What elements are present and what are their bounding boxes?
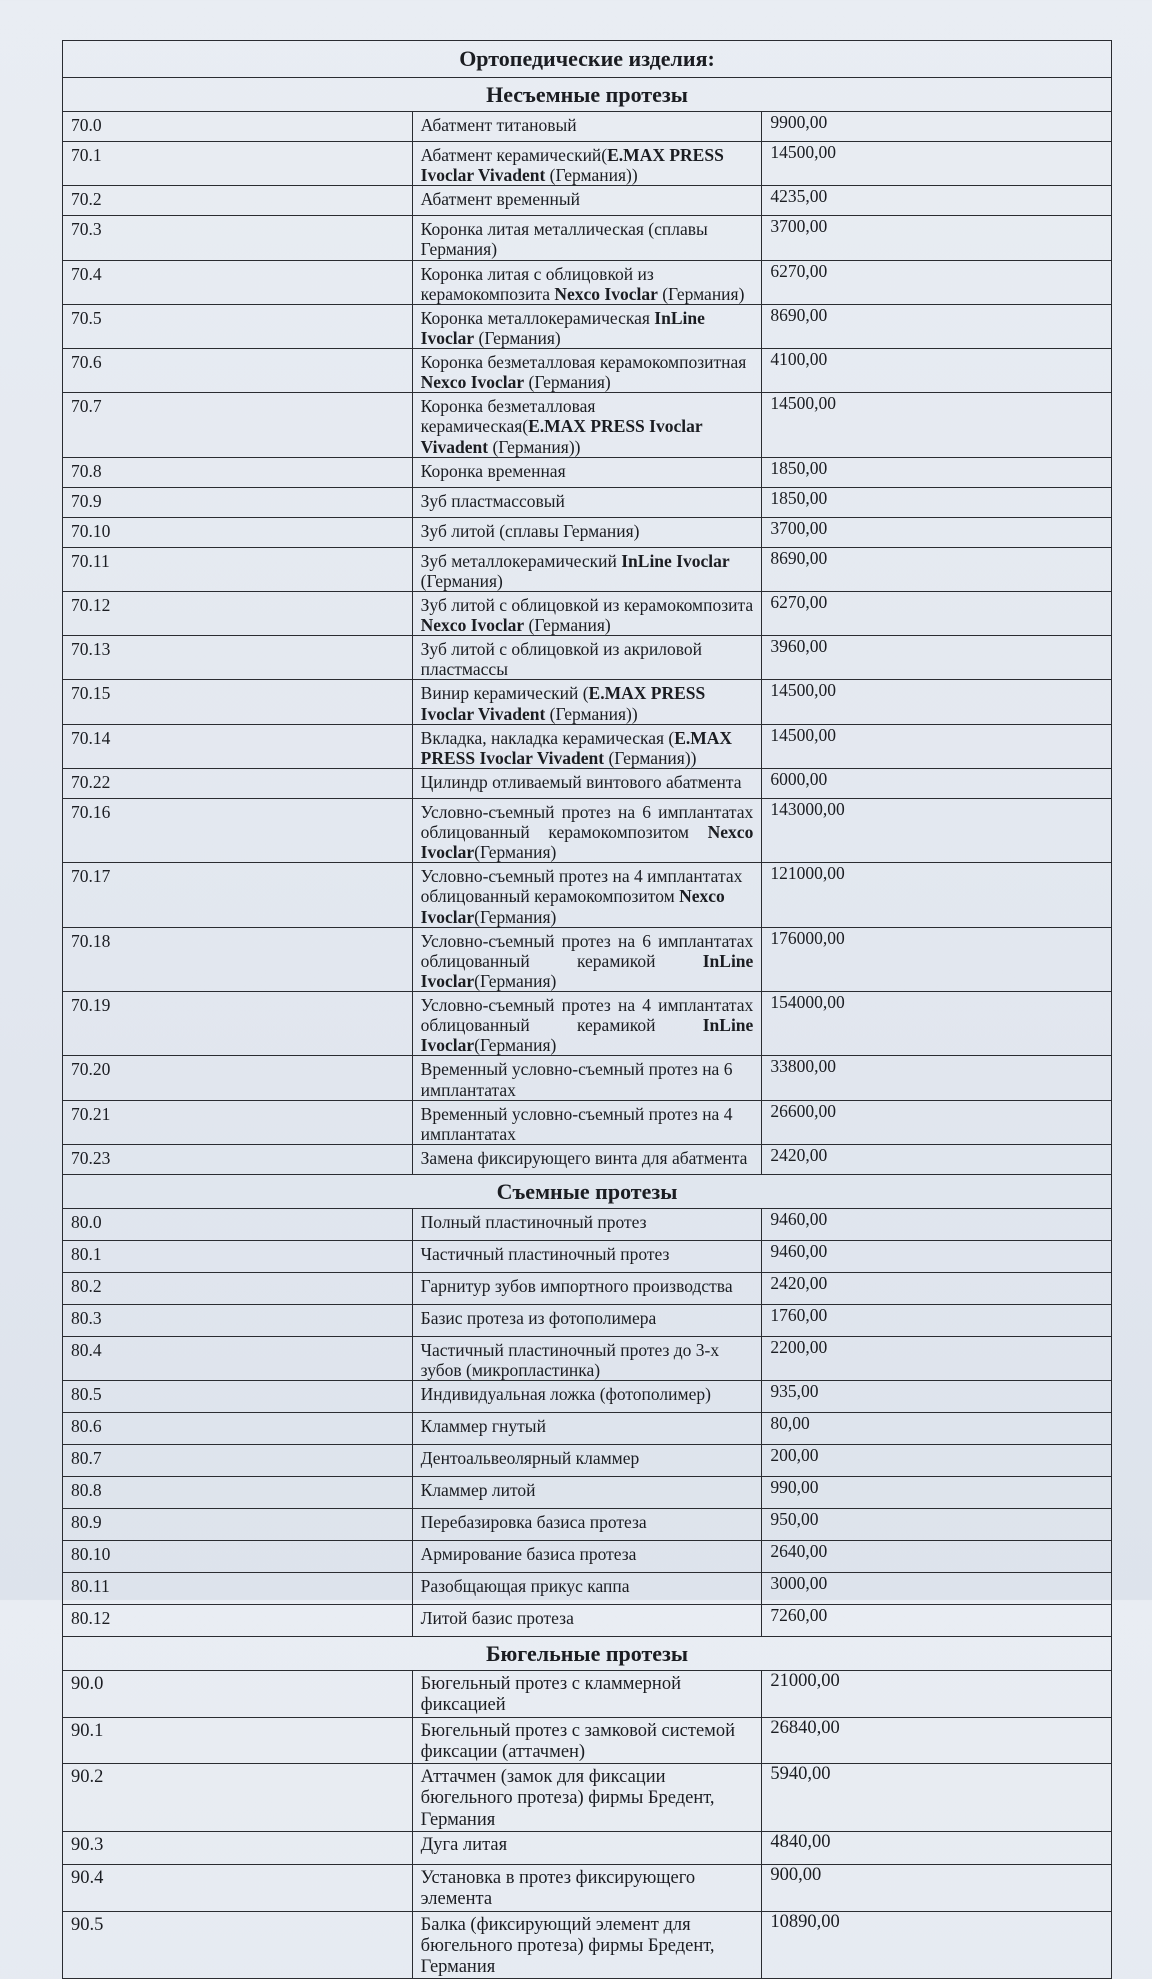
description-text: Коронка безметалловая керамическая( (420, 396, 596, 437)
description-text: Цилиндр отливаемый винтового абатмента (420, 771, 742, 792)
item-description (412, 517, 762, 547)
item-description (412, 1831, 762, 1864)
description-text: Условно-съемный протез на 6 имплантатах облицованный керамикой (420, 930, 754, 971)
brand-name: E.MAX PRESS Ivoclar Vivadent (420, 683, 706, 724)
description-line-2 (421, 842, 754, 862)
item-description (412, 393, 762, 457)
item-description (412, 1717, 762, 1764)
item-price: 14500,00 (762, 393, 1112, 457)
section-fixed-prostheses (63, 78, 1112, 1175)
item-price: 950,00 (762, 1509, 1112, 1541)
table-row (63, 1717, 1112, 1764)
brand-name: Ivoclar (420, 842, 475, 863)
description-text: Полный пластиночный протез (420, 1211, 647, 1232)
item-code: 70.18 (63, 927, 413, 991)
item-price: 9900,00 (762, 112, 1112, 142)
description-text: Разобщающая прикус каппа (420, 1576, 630, 1597)
description-line-2 (421, 907, 754, 927)
description-text: (Германия) (474, 906, 557, 927)
description-line-2 (421, 971, 754, 991)
table-row (63, 1381, 1112, 1413)
table-row (63, 1208, 1112, 1240)
brand-name: Ivoclar (420, 906, 475, 927)
brand-name: InLine (702, 950, 754, 971)
item-price: 8690,00 (762, 547, 1112, 591)
description-text: Гарнитур зубов импортного производства (420, 1275, 733, 1296)
table-row (63, 1477, 1112, 1509)
item-price: 1760,00 (762, 1304, 1112, 1336)
item-price: 26840,00 (762, 1717, 1112, 1764)
item-price: 990,00 (762, 1477, 1112, 1509)
item-code: 70.21 (63, 1100, 413, 1144)
description-text: Армирование базиса протеза (420, 1544, 637, 1565)
item-price: 14500,00 (762, 724, 1112, 768)
item-description (412, 1304, 762, 1336)
item-price: 6270,00 (762, 260, 1112, 304)
item-code: 80.11 (63, 1573, 413, 1605)
description-text: Зуб литой (сплавы Германия) (420, 520, 640, 541)
section-heading: Несъемные протезы (63, 78, 1112, 112)
table-row (63, 1831, 1112, 1864)
item-price: 154000,00 (762, 992, 1112, 1056)
description-line-1 (421, 995, 754, 1035)
table-row (63, 680, 1112, 724)
item-description (412, 547, 762, 591)
item-price: 33800,00 (762, 1056, 1112, 1100)
item-code: 70.11 (63, 547, 413, 591)
item-description (412, 1381, 762, 1413)
table-row (63, 1445, 1112, 1477)
table-row (63, 1911, 1112, 1979)
item-price: 8690,00 (762, 304, 1112, 348)
item-price: 6000,00 (762, 768, 1112, 798)
item-description (412, 1864, 762, 1911)
item-price: 2420,00 (762, 1144, 1112, 1174)
item-code: 70.10 (63, 517, 413, 547)
description-text: Коронка временная (420, 460, 566, 481)
table-row (63, 216, 1112, 260)
table-row (63, 1541, 1112, 1573)
description-text: Индивидуальная ложка (фотополимер) (420, 1384, 711, 1405)
item-description (412, 349, 762, 393)
item-code: 80.12 (63, 1605, 413, 1637)
brand-name: Nexco Ivoclar (554, 283, 658, 304)
section-heading-row (63, 1174, 1112, 1208)
item-price: 21000,00 (762, 1671, 1112, 1718)
item-description (412, 1413, 762, 1445)
description-text: Частичный пластиночный протез до 3-х зубов (микропластинка) (420, 1339, 720, 1380)
item-code: 70.3 (63, 216, 413, 260)
description-line-1 (421, 866, 743, 906)
item-description (412, 1240, 762, 1272)
description-text: (Германия) (474, 970, 557, 991)
item-price: 26600,00 (762, 1100, 1112, 1144)
item-price: 2640,00 (762, 1541, 1112, 1573)
item-description (412, 1056, 762, 1100)
section-clasp-prostheses (63, 1637, 1112, 1979)
item-price: 5940,00 (762, 1764, 1112, 1832)
brand-name: Nexco Ivoclar (420, 615, 525, 635)
description-line-1 (421, 931, 754, 971)
item-description (412, 636, 762, 680)
item-description (412, 1445, 762, 1477)
document-title: Ортопедические изделия: (63, 41, 1112, 78)
item-code: 80.3 (63, 1304, 413, 1336)
description-text: (Германия) (474, 842, 557, 863)
item-code: 70.17 (63, 863, 413, 927)
item-code: 70.14 (63, 724, 413, 768)
item-description (412, 680, 762, 724)
item-price: 2420,00 (762, 1272, 1112, 1304)
item-description (412, 1764, 762, 1832)
item-code: 80.9 (63, 1509, 413, 1541)
description-text: Зуб пластмассовый (420, 490, 565, 511)
table-row (63, 260, 1112, 304)
section-heading: Съемные протезы (63, 1174, 1112, 1208)
item-price: 935,00 (762, 1381, 1112, 1413)
description-suffix: (Германия)) (604, 747, 697, 768)
price-list-sheet (62, 40, 1112, 1979)
description-text: Перебазировка базиса протеза (420, 1512, 647, 1533)
item-code: 70.2 (63, 186, 413, 216)
description-text: Условно-съемный протез на 4 имплантатах облицованный керамокомпозитом (420, 866, 743, 907)
item-code: 90.1 (63, 1717, 413, 1764)
description-text: Абатмент титановый (420, 115, 577, 135)
item-description (412, 927, 762, 991)
item-code: 70.9 (63, 487, 413, 517)
item-price: 4100,00 (762, 349, 1112, 393)
table-row (63, 1144, 1112, 1174)
description-text: Кламмер литой (420, 1480, 536, 1501)
description-line-1 (421, 802, 754, 842)
table-row (63, 547, 1112, 591)
table-row (63, 487, 1112, 517)
item-description (412, 1671, 762, 1718)
description-text: Вкладка, накладка керамическая ( (420, 727, 675, 748)
item-price: 7260,00 (762, 1605, 1112, 1637)
item-price: 14500,00 (762, 680, 1112, 724)
item-code: 70.15 (63, 680, 413, 724)
item-price: 10890,00 (762, 1911, 1112, 1979)
item-code: 70.13 (63, 636, 413, 680)
item-code: 80.6 (63, 1413, 413, 1445)
item-price: 1850,00 (762, 487, 1112, 517)
description-suffix: (Германия) (524, 372, 611, 393)
item-code: 80.2 (63, 1272, 413, 1304)
description-text: Абатмент временный (420, 189, 580, 210)
item-code: 70.4 (63, 260, 413, 304)
description-text: Бюгельный протез с замковой системой фиксации (аттачмен) (420, 1720, 736, 1762)
brand-name: E.MAX PRESS Ivoclar Vivadent (420, 416, 703, 457)
table-row (63, 1413, 1112, 1445)
item-code: 70.16 (63, 798, 413, 862)
table-row (63, 863, 1112, 927)
item-price: 200,00 (762, 1445, 1112, 1477)
brand-name: InLine (702, 1015, 754, 1036)
description-text: Литой базис протеза (420, 1608, 574, 1629)
brand-name: Ivoclar (420, 1035, 475, 1056)
table-row (63, 927, 1112, 991)
item-price: 9460,00 (762, 1208, 1112, 1240)
table-row (63, 393, 1112, 457)
item-price: 6270,00 (762, 591, 1112, 635)
table-row (63, 1605, 1112, 1637)
table-row (63, 1336, 1112, 1380)
description-text: Зуб металлокерамический (420, 550, 622, 571)
item-price: 900,00 (762, 1864, 1112, 1911)
item-price: 3700,00 (762, 216, 1112, 260)
table-row (63, 349, 1112, 393)
item-description (412, 457, 762, 487)
description-text: Коронка металлокерамическая (420, 307, 655, 328)
description-text: Коронка литая с облицовкой из керамокомпозита (420, 263, 654, 304)
brand-name: Nexco (679, 886, 725, 907)
item-description (412, 591, 762, 635)
item-description (412, 1208, 762, 1240)
item-price: 176000,00 (762, 927, 1112, 991)
item-code: 90.3 (63, 1831, 413, 1864)
description-text: Дуга литая (420, 1834, 508, 1855)
brand-name: Ivoclar (420, 970, 475, 991)
table-row (63, 636, 1112, 680)
description-text: Винир керамический ( (420, 683, 589, 704)
item-code: 80.7 (63, 1445, 413, 1477)
item-code: 70.12 (63, 591, 413, 635)
description-text: Бюгельный протез с кламмерной фиксацией (420, 1674, 681, 1716)
description-text: Замена фиксирующего винта для абатмента (420, 1147, 748, 1168)
brand-name: Nexco (707, 822, 754, 842)
description-text: Абатмент керамический( (420, 145, 608, 165)
item-code: 70.19 (63, 992, 413, 1056)
description-line-2 (421, 1035, 754, 1055)
section-heading: Бюгельные протезы (63, 1637, 1112, 1671)
table-row (63, 1509, 1112, 1541)
description-text: Базис протеза из фотополимера (420, 1307, 657, 1328)
table-row (63, 186, 1112, 216)
item-description (412, 304, 762, 348)
item-code: 70.22 (63, 768, 413, 798)
table-row (63, 457, 1112, 487)
table-row (63, 1240, 1112, 1272)
item-price: 143000,00 (762, 798, 1112, 862)
description-text: (Германия) (474, 1035, 557, 1056)
item-code: 70.5 (63, 304, 413, 348)
item-code: 80.8 (63, 1477, 413, 1509)
item-price: 121000,00 (762, 863, 1112, 927)
table-row (63, 992, 1112, 1056)
brand-name: E.MAX PRESS Ivoclar Vivadent (420, 145, 724, 186)
table-row (63, 1304, 1112, 1336)
table-row (63, 591, 1112, 635)
item-code: 80.10 (63, 1541, 413, 1573)
item-price: 2200,00 (762, 1336, 1112, 1380)
item-description (412, 1509, 762, 1541)
table-row (63, 304, 1112, 348)
table-row (63, 1272, 1112, 1304)
item-code: 90.0 (63, 1671, 413, 1718)
item-description (412, 186, 762, 216)
item-price: 3960,00 (762, 636, 1112, 680)
description-suffix: (Германия) (420, 570, 503, 591)
item-code: 70.8 (63, 457, 413, 487)
description-text: Условно-съемный протез на 6 имплантатах облицованный керамокомпозитом (420, 801, 754, 842)
description-suffix: (Германия)) (545, 165, 638, 186)
table-row (63, 142, 1112, 186)
brand-name: InLine Ivoclar (621, 550, 730, 571)
description-suffix: (Германия)) (488, 436, 581, 457)
item-price: 4235,00 (762, 186, 1112, 216)
price-table (62, 40, 1112, 1979)
table-row (63, 768, 1112, 798)
description-text: Аттачмен (замок для фиксации бюгельного протеза) фирмы Бредент, Германия (420, 1767, 715, 1830)
item-description (412, 992, 762, 1056)
item-price: 80,00 (762, 1413, 1112, 1445)
description-text: Временный условно-съемный протез на 4 имплантатах (420, 1103, 733, 1144)
description-suffix: (Германия) (657, 283, 745, 304)
description-text: Кламмер гнутый (420, 1416, 546, 1437)
description-text: Зуб литой с облицовкой из акриловой пластмассы (420, 639, 702, 680)
description-text: Временный условно-съемный протез на 6 имплантатах (420, 1059, 733, 1100)
document-title-row (63, 41, 1112, 78)
table-row (63, 1764, 1112, 1832)
item-description (412, 260, 762, 304)
description-text: Зуб литой с облицовкой из керамокомпозита (420, 594, 754, 615)
item-code: 70.0 (63, 112, 413, 142)
item-price: 4840,00 (762, 1831, 1112, 1864)
description-suffix: (Германия) (524, 615, 611, 635)
item-code: 80.4 (63, 1336, 413, 1380)
item-code: 70.6 (63, 349, 413, 393)
description-text: Частичный пластиночный протез (420, 1243, 670, 1264)
table-row (63, 1864, 1112, 1911)
brand-name: InLine Ivoclar (420, 307, 705, 348)
description-text: Условно-съемный протез на 4 имплантатах облицованный керамикой (420, 995, 754, 1036)
table-row (63, 517, 1112, 547)
table-row (63, 1056, 1112, 1100)
description-text: Коронка литая металлическая (сплавы Германия) (420, 219, 708, 260)
description-text: Дентоальвеолярный кламмер (420, 1448, 640, 1469)
item-code: 90.2 (63, 1764, 413, 1832)
item-description (412, 216, 762, 260)
item-price: 3700,00 (762, 517, 1112, 547)
item-description (412, 1541, 762, 1573)
item-code: 90.5 (63, 1911, 413, 1979)
item-description (412, 112, 762, 142)
item-description (412, 768, 762, 798)
table-row (63, 798, 1112, 862)
item-code: 80.1 (63, 1240, 413, 1272)
brand-name: Nexco Ivoclar (420, 372, 525, 393)
item-code: 70.20 (63, 1056, 413, 1100)
table-row (63, 1671, 1112, 1718)
section-heading-row (63, 1637, 1112, 1671)
description-text: Коронка безметалловая керамокомпозитная (420, 352, 747, 372)
item-description (412, 724, 762, 768)
item-code: 70.1 (63, 142, 413, 186)
item-code: 80.0 (63, 1208, 413, 1240)
item-code: 80.5 (63, 1381, 413, 1413)
description-text: Балка (фиксирующий элемент для бюгельного протеза) фирмы Бредент, Германия (420, 1914, 715, 1978)
item-description (412, 1911, 762, 1979)
item-description (412, 142, 762, 186)
table-row (63, 112, 1112, 142)
table-row (63, 1100, 1112, 1144)
item-price: 9460,00 (762, 1240, 1112, 1272)
item-description (412, 1100, 762, 1144)
item-description (412, 1272, 762, 1304)
description-text: Установка в протез фиксирующего элемента (420, 1867, 696, 1910)
item-price: 3000,00 (762, 1573, 1112, 1605)
description-suffix: (Германия)) (545, 703, 638, 724)
item-price: 14500,00 (762, 142, 1112, 186)
table-row (63, 724, 1112, 768)
description-suffix: (Германия) (474, 327, 561, 348)
item-description (412, 1477, 762, 1509)
item-description (412, 863, 762, 927)
section-heading-row (63, 78, 1112, 112)
brand-name: E.MAX PRESS Ivoclar Vivadent (420, 727, 733, 768)
item-price: 1850,00 (762, 457, 1112, 487)
item-description (412, 1144, 762, 1174)
item-code: 70.7 (63, 393, 413, 457)
item-description (412, 798, 762, 862)
item-code: 90.4 (63, 1864, 413, 1911)
section-removable-prostheses (63, 1174, 1112, 1636)
item-description (412, 1336, 762, 1380)
item-description (412, 487, 762, 517)
item-code: 70.23 (63, 1144, 413, 1174)
item-description (412, 1605, 762, 1637)
